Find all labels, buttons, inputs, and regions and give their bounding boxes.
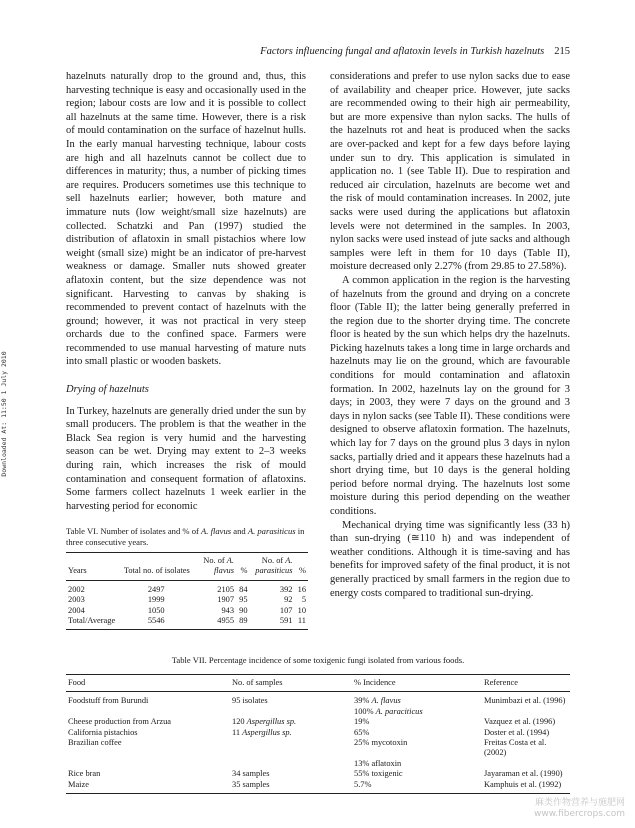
page-number: 215 <box>554 46 570 57</box>
paragraph: In Turkey, hazelnuts are generally dried under the sun by small producers. The problem is that the weather in the Black Sea region is very humid and the harvesting season can be wet. Drying may extent to 2–3 weeks during rain, which increases the risk of mould contamination and consequent formation of aflatoxins. Some farmers collect hazelnuts 1 week earlier in the harvesting period for economic <box>66 405 306 512</box>
paragraph: considerations and prefer to use nylon sacks due to ease of availability and cheaper price. However, jute sacks are recommended owing to their high air permeability, but are more expensive than nylon sacks. The hulls of the hazelnuts rot and heat is produced when the sacks are over-packed and kept for a few days before laying under sun to dry. This application is simulated in application no. 1 (see Table II). Due to respiration and reduced air circulation, hazelnuts are become wet and the risk of mould contamination increases. In 2002, jute sacks were used during the applications but aflatoxin levels were not determined in the samples. In 2003, nylon sacks were used instead of jute sacks and although samples were left in them for 10 days (Table II), moisture decreased only 2.27% (from 29.85 to 27.58%). <box>330 71 570 273</box>
table-caption: Table VII. Percentage incidence of some toxigenic fungi isolated from various foods. <box>171 655 465 665</box>
right-column <box>330 70 570 600</box>
header-food: Food <box>66 675 230 692</box>
table-vi <box>66 526 308 630</box>
table-row: Maize 35 samples 5.7% Kamphuis et al. (1992) <box>66 780 570 794</box>
header-flavus-pct: % <box>236 553 250 581</box>
watermark <box>534 798 625 820</box>
running-head-title: Factors influencing fungal and aflatoxin levels in Turkish hazelnuts <box>260 46 545 57</box>
watermark-url: www.fibercrops.com <box>534 809 625 819</box>
paragraph: A common application in the region is the harvesting of hazelnuts from the ground and drying on a concrete floor (Table II); the latter being generally preferred in the region due to the shorter drying time. The concrete floor is heated by the sun which helps dry the hazelnuts. Picking hazelnuts takes a long time in large orchards and hazelnuts may lie on the ground, which are favourable conditions for mould contamination and aflatoxin formation. In 2002, hazelnuts lay on the ground for 3 days; in 2003, they were 7 days on the ground and 3 days in nylon sacks (see Table II). These conditions were designed to observe aflatoxin formation. The hazelnuts, which lay for 7 days on the ground plus 3 days in nylon sacks, partially dried and it appears these hazelnuts had a short drying time, but 10 days is the general holding period before normal drying. The hazelnuts lost some moisture during this period depending on the weather conditions. <box>330 274 570 517</box>
paragraph: Mechanical drying time was significantly less (33 h) than sun-drying (≅110 h) and was independent of weather conditions. Although it is time-saving and has benefits for improved safety of the final product, it is not generally practiced by small farmers in the region due to energy costs compared to traditional sun-drying. <box>330 519 570 599</box>
table-row: 2004 1050 943 90 107 10 <box>68 605 306 615</box>
header-total: Total no. of isolates <box>122 553 198 581</box>
paragraph: hazelnuts naturally drop to the ground and, thus, this harvesting technique is easy and occasionally used in the region; labour costs are low and it is possible to collect all hazelnuts at the same time. However, there is a risk of mould contamination on the surface of hazelnut hulls. In the early manual harvesting technique, labour costs are high and all hazelnuts cannot be collect due to differences in maturity; thus, a number of picking times are requires. Producers sometimes use this technique to sell hazelnuts earlier; however, both mature and immature nuts (low weight/small size hazelnuts) are collected. Schatzki and Pan (1997) studied the distribution of aflatoxin in small pistachios where low weight (small size) might be an indicator of pre-harvest weakness or damage. Smaller nuts showed greater aflatoxin content, but the size dependence was not significant. Harvesting to canvas by shaking is recommended to prevent contact of hazelnuts with the ground; however, it was not practical in very steep orchards due to the confined space. Farmers were recommended to use manual harvesting of mature nuts into small plastic or wooden baskets. <box>66 71 306 368</box>
running-head <box>60 46 570 57</box>
header-parasiticus-pct: % <box>294 553 308 581</box>
section-heading: Drying of hazelnuts <box>66 384 149 396</box>
table-row: 2003 1999 1907 95 92 5 <box>68 595 306 605</box>
header-incidence: % Incidence <box>352 675 482 692</box>
table-row: Brazilian coffee 25% mycotoxin Freitas Costa et al. (2002) <box>68 738 547 758</box>
table-caption: Table VI. Number of isolates and % of A. flavus and A. parasiticus in three consecutive years. <box>66 526 305 547</box>
header-reference: Reference <box>482 675 570 692</box>
header-samples: No. of samples <box>230 675 352 692</box>
download-stamp: Downloaded At: 11:50 1 July 2010 <box>0 351 8 477</box>
table-row: 13% aflatoxin <box>354 758 402 768</box>
table-row: 100% A. paraciticus <box>354 706 423 716</box>
table-row: California pistachios 11 Aspergillus sp. 65% Doster et al. (1994) <box>68 727 550 737</box>
table-row: Total/Average 5546 4955 89 591 11 <box>66 616 308 630</box>
header-flavus-count: No. of A. flavus <box>198 553 236 581</box>
table-row: Foodstuff from Burundi 95 isolates 39% A. flavus Munimbazi et al. (1996) <box>68 696 566 706</box>
left-column <box>66 70 306 513</box>
watermark-line: 麻类作物营养与施肥网 <box>534 798 625 808</box>
table-row: Rice bran 34 samples 55% toxigenic Jayaraman et al. (1990) <box>68 769 563 779</box>
table-row: 2002 2497 2105 84 392 16 <box>68 584 306 594</box>
header-years: Years <box>66 553 122 581</box>
table-row: Cheese production from Arzua 120 Aspergillus sp. 19% Vazquez et al. (1996) <box>68 717 556 727</box>
table-vii <box>66 655 570 794</box>
header-parasiticus-count: No. of A. parasiticus <box>250 553 295 581</box>
